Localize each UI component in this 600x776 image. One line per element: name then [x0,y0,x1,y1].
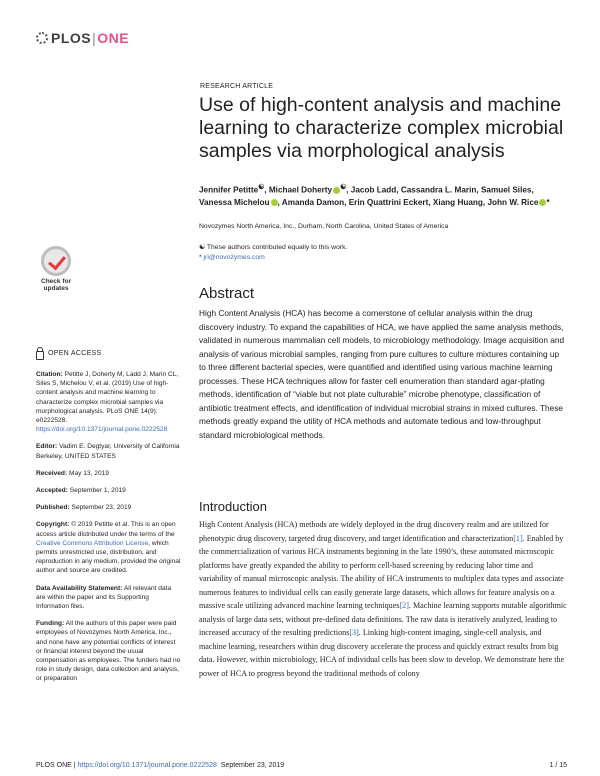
intro-text-segment: . Linking high-content imaging, single-cell analysis, and machine learning, researchers within drug discovery accelerate the process and quickly extract results from big data. However, within microbiology, HCA of individual cells has been slow to develop. We demonstrate here the power of HCA to progress beyond the traditional methods of colony [199,628,565,678]
plos-logo-icon [36,32,48,44]
citation-link[interactable]: [2] [399,601,409,610]
article-title: Use of high-content analysis and machine learning to characterize complex microbial samples via morphological analysis [199,94,564,162]
equal-contrib-mark: ☯ [258,184,265,191]
author[interactable]: Vanessa Michelou [199,197,270,207]
copyright-text-end: , which permits unrestricted use, distribution, and reproduction in any medium, provided the original author and source are credited. [36,539,181,575]
funding-text: All the authors of this paper were paid employees of Novozymes North America, Inc., and none have any potential conflicts of interest or financial interest beyond the usual compensation as employees. The funders had no role in study design, data collection and analysis, or preparation [36,620,181,683]
author[interactable]: Xiang Huang [432,197,483,207]
funding-label: Funding: [36,620,65,628]
page-footer [36,762,284,769]
author-notes [199,243,347,262]
citation-link[interactable]: [3] [349,628,359,637]
editor-label: Editor: [36,443,58,451]
footer-journal: PLOS ONE [36,762,72,769]
footer-doi-link[interactable]: https://doi.org/10.1371/journal.pone.0222528 [77,762,217,769]
open-access-badge [36,348,181,360]
data-availability-block [36,584,181,612]
accepted-date: September 1, 2019 [69,487,126,495]
journal-separator: | [92,30,97,46]
abstract-text: High Content Analysis (HCA) has become a cornerstone of cellular analysis within the drug discovery industry. To expand the capabilities of HCA, we have applied the same analysis methods, validated in numerous mammalian cell models, to microbiology methodology. Image acquisition and analysis of various microbial samples, ranging from pure cultures to culture mixtures containing up to three different bacterial species, were quantified and identified using various machine learning processes. These HCA techniques allow for faster cell enumeration than standard agar-plating methods, identification of “viable but not plate culturable” microbe phenotype, classification of antibiotic treatment effects, and identification of individual microbial strains in mixed cultures. These methods greatly expand the utility of HCA methods and automate tedious and low-throughput standard microbiological methods. [199,308,565,440]
received-block [36,469,181,478]
introduction-heading: Introduction [199,499,267,514]
affiliation: Novozymes North America, Inc., Durham, North Carolina, United States of America [199,223,449,230]
author-list: Jennifer Petitte☯, Michael Doherty ☯, Jacob Ladd, Cassandra L. Marin, Samuel Siles, Vanessa Michelou , Amanda Damon, Erin Quattrini Eckert, Xiang Huang, John W. Rice * [199,184,550,207]
copyright-block [36,520,181,575]
equal-contrib-mark: ☯ [340,184,347,191]
copyright-label: Copyright: [36,521,70,529]
accepted-label: Accepted: [36,487,68,495]
abstract-heading: Abstract [199,285,255,302]
editor-block [36,442,181,460]
author[interactable]: Michael Doherty [268,185,333,195]
citation-label: Citation: [36,371,63,378]
journal-name-part2: ONE [97,30,130,46]
intro-text-segment: . Enabled by the commercialization of various HCA instruments beginning in the late 1990’s, these automated microscopic platforms have greatly expanded the ability to perform cell-based screening by reducing labor time and variability of manual microscopic analysis. The ability of HCA instruments to multiplex data types and associate numerous features to individual cells can easily generate large datasets, which allows for feature analysis on a massive scale utilizing advanced machine learning techniques [199,533,564,610]
accepted-block [36,486,181,495]
citation-text: Petitte J, Doherty M, Ladd J, Marin CL, Siles S, Michelou V, et al. (2019) Use of high-content analysis and machine learning to characterize complex microbial samples via morphological analysis. PLoS ONE 14(9): e0222528. [36,371,179,425]
orcid-icon[interactable] [271,199,278,206]
received-label: Received: [36,469,68,477]
footer-date: September 23, 2019 [220,762,285,769]
doi-link[interactable]: https://doi.org/10.1371/journal.pone.0222528 [36,426,168,434]
copyright-text: © 2019 Petitte et al. This is an open access article distributed under the terms of the [36,521,176,538]
corresponding-mark: * [546,197,550,207]
author[interactable]: Erin Quattrini Eckert [348,197,429,207]
intro-text-segment: . Machine learning supports mutable algorithmic analysis of large data sets, without pre-defined data definitions. The raw data is iteratively analyzed, leading to increased accuracy of the resulting predictions [199,601,567,637]
corresponding-email[interactable]: jri@novozymes.com [203,253,265,261]
citation-block [36,370,181,434]
author[interactable]: Samuel Siles [480,185,532,195]
intro-text-segment: High Content Analysis (HCA) methods are widely deployed in the drug discovery realm and are utilized for phenotypic drug discovery, targeted drug discovery, and target identification and characterization [199,520,549,543]
data-availability-text: All relevant data are within the paper and its Supporting Information files. [36,584,172,611]
footer-separator: | [73,762,76,769]
page-number: 1 / 15 [549,762,567,769]
corresponding-note [199,253,347,263]
received-date: May 13, 2019 [69,469,109,477]
published-block [36,503,181,512]
author[interactable]: Jennifer Petitte [199,185,259,195]
open-access-label: OPEN ACCESS [48,350,102,358]
introduction-text [199,518,567,680]
equal-contribution-note: ☯ These authors contributed equally to this work. [199,244,348,251]
citation-link[interactable]: [1] [513,533,523,543]
open-lock-icon [36,351,44,360]
corresponding-star: * [199,253,202,261]
author[interactable]: Cassandra L. Marin [400,185,477,195]
check-updates-label: Check for updates [41,278,71,292]
article-info-sidebar [36,348,181,692]
license-link[interactable]: Creative Commons Attribution License [36,539,149,547]
journal-name-part1: PLOS [51,30,92,46]
check-updates-icon [41,246,71,276]
article-type: RESEARCH ARTICLE [200,83,274,90]
check-for-updates[interactable] [36,246,76,302]
author[interactable]: Jacob Ladd [350,185,397,195]
journal-logo[interactable] [36,30,129,46]
published-date: September 23, 2019 [71,504,132,512]
author[interactable]: John W. Rice [487,197,539,207]
funding-block [36,619,181,683]
published-label: Published: [36,504,70,512]
editor-text: Vadim E. Degtyar, University of California Berkeley, UNITED STATES [36,443,180,460]
data-availability-label: Data Availability Statement: [36,584,123,592]
author[interactable]: Amanda Damon [281,197,345,207]
journal-name [51,30,129,46]
